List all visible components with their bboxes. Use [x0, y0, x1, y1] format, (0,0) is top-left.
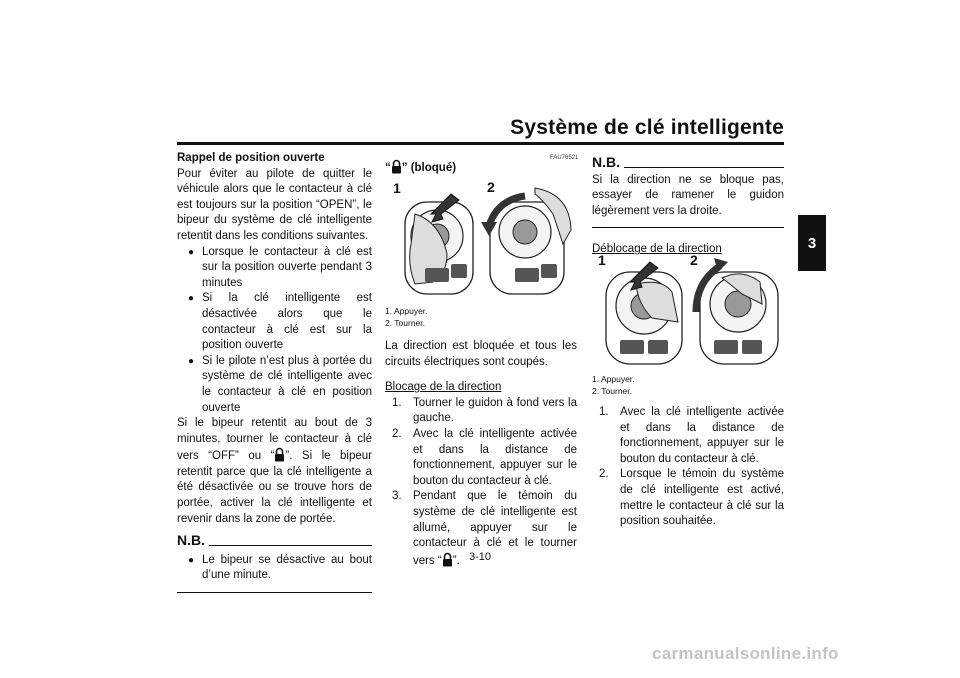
step-number: 3. — [392, 490, 402, 503]
step-text: Avec la clé intelligente activée et dans la distance de fonctionnement, appuyer sur le bouton du contacteur à clé. — [413, 427, 577, 487]
padlock-icon — [442, 552, 453, 567]
figure-number-1: 1 — [393, 180, 401, 196]
ignition-switch-illustration — [385, 174, 575, 302]
right-column-lower — [592, 373, 784, 530]
caption-1: 1. Appuyer. — [592, 374, 635, 384]
figure-number-1: 1 — [598, 252, 606, 268]
title-rule — [177, 142, 784, 145]
step-text-b: ”. — [452, 554, 460, 567]
beeper-paragraph — [177, 416, 372, 527]
right-column — [592, 151, 784, 258]
left-column — [177, 151, 372, 593]
step-text: Avec la clé intelligente activée et dans la distance de fonctionnement, appuyer sur le bouton du contacteur à clé. — [620, 406, 784, 465]
lock-figure — [385, 174, 575, 302]
caption-1: 1. Appuyer. — [385, 306, 428, 316]
step-item: 2. Lorsque le témoin du système de clé intelligente est activé, mettre le contacteur à clé sur la position souhaitée. — [599, 468, 784, 528]
list-item: ● Lorsque le contacteur à clé est sur la position ouverte pendant 3 minutes — [188, 245, 372, 292]
ignition-switch-illustration — [592, 248, 784, 370]
nb-end-rule — [592, 227, 784, 228]
nb-item: ● Le bipeur se désactive au bout d’une minute. — [188, 553, 372, 584]
beeper-text-b: ”. Si le bipeur retentit parce que la clé intelligente a été désactivée ou se trouve hors de portée, activer la clé intelligente et revenir dans la zone de portée. — [177, 450, 372, 525]
padlock-icon — [274, 447, 285, 462]
page-title: Système de clé intelligente — [510, 116, 784, 139]
sub-heading: Blocage de la direction — [385, 381, 502, 394]
step-item: 1. Avec la clé intelligente activée et dans la distance de fonctionnement, appuyer sur le bouton du contacteur à clé. — [599, 406, 784, 465]
nb-rule — [624, 167, 784, 168]
beeper-text-a: Si le bipeur retentit au bout de 3 minutes, tourner le contacteur à clé vers “OFF” ou “ — [177, 417, 372, 463]
step-text: Tourner le guidon à fond vers la gauche. — [413, 396, 577, 425]
sub-heading: Déblocage de la direction — [592, 243, 722, 256]
figure-number-2: 2 — [690, 252, 698, 268]
reference-code: FAU76521 — [550, 155, 579, 161]
nb-header — [177, 533, 372, 549]
unlock-figure — [592, 248, 784, 370]
figure-number-2: 2 — [487, 179, 495, 195]
section-heading: Rappel de position ouverte — [177, 152, 325, 164]
middle-column — [385, 305, 577, 569]
lock-heading — [385, 159, 456, 174]
nb-end-rule — [177, 592, 372, 593]
nb-text: Si la direction ne se bloque pas, essayer de ramener le guidon légèrement vers la droite. — [592, 173, 784, 217]
step-item: 2. Avec la clé intelligente activée et dans la distance de fonctionnement, appuyer sur le bouton du contacteur à clé. — [392, 427, 577, 487]
nb-label: N.B. — [177, 532, 205, 549]
nb-header — [592, 155, 784, 171]
step-text-a: Pendant que le témoin du système de clé intelligente est allumé, appuyer sur le contacteur à clé et le tourner vers “ — [413, 490, 577, 567]
chapter-tab: 3 — [798, 215, 826, 271]
page-number: 3-10 — [468, 551, 492, 563]
padlock-icon — [391, 159, 402, 174]
caption-2: 2. Tourner. — [592, 386, 633, 396]
caption-2: 2. Tourner. — [385, 318, 426, 328]
heading-close: ” (bloqué) — [401, 162, 457, 174]
lock-paragraph: La direction est bloquée et tous les circuits électriques sont coupés. — [385, 340, 577, 368]
intro-paragraph: Pour éviter au pilote de quitter le véhicule alors que le contacteur à clé est toujours sur la position “OPEN”, le bipeur du système de clé intelligente retentit dans les conditions suivantes. — [177, 167, 372, 242]
list-item: ● Si la clé intelligente est désactivée alors que le contacteur à clé est sur la position ouverte — [188, 291, 372, 353]
step-item: 1. Tourner le guidon à fond vers la gauche. — [392, 396, 577, 425]
nb-label: N.B. — [592, 154, 620, 170]
heading-open-quote: “ — [385, 162, 391, 174]
nb-rule — [209, 545, 372, 546]
watermark: carmanualsonline.info — [652, 644, 839, 663]
step-text: Lorsque le témoin du système de clé intelligente est activé, mettre le contacteur à clé sur la position souhaitée. — [620, 468, 784, 528]
list-item: ● Si le pilote n’est plus à portée du système de clé intelligente avec le contacteur à clé en position ouverte — [188, 354, 372, 416]
